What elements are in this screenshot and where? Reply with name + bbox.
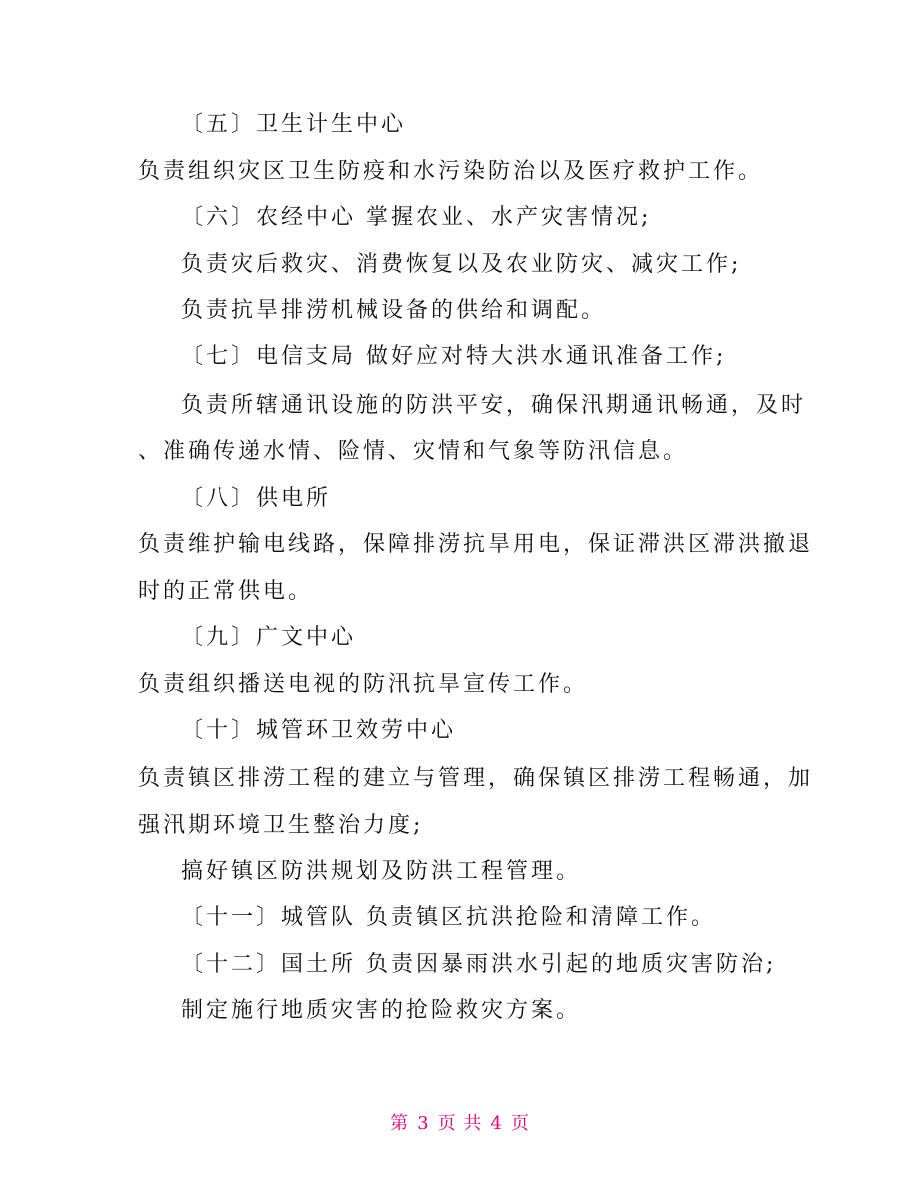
- section-heading-7: 〔七〕电信支局 做好应对特大洪水通讯准备工作;: [181, 344, 727, 369]
- paragraph-line: 搞好镇区防洪规划及防洪工程管理。: [181, 859, 582, 884]
- footer-suffix: 页: [510, 1113, 530, 1134]
- paragraph-line: 负责组织灾区卫生防疫和水污染防治以及医疗救护工作。: [138, 159, 764, 184]
- paragraph-line: 制定施行地质灾害的抢险救灾方案。: [181, 998, 582, 1023]
- section-heading-12: 〔十二〕国土所 负责因暴雨洪水引起的地质灾害防治;: [181, 952, 777, 977]
- section-heading-6: 〔六〕农经中心 掌握农业、水产灾害情况;: [181, 205, 652, 230]
- paragraph-line: 负责抗旱排涝机械设备的供给和调配。: [181, 298, 607, 323]
- paragraph-line: 负责所辖通讯设施的防洪平安，确保汛期通讯畅通，及时: [181, 393, 807, 418]
- section-heading-8: 〔八〕供电所: [181, 486, 332, 511]
- section-heading-5: 〔五〕卫生计生中心: [181, 112, 407, 137]
- footer-middle: 页 共: [437, 1113, 483, 1134]
- paragraph-line: 负责维护输电线路，保障排涝抗旱用电，保证滞洪区滞洪撤退: [138, 532, 814, 557]
- paragraph-line: 、准确传递水情、险情、灾情和气象等防汛信息。: [138, 439, 689, 464]
- footer-prefix: 第: [390, 1113, 410, 1134]
- section-heading-10: 〔十〕城管环卫效劳中心: [181, 718, 457, 743]
- footer-current-page: 3: [417, 1113, 430, 1134]
- section-heading-11: 〔十一〕城管队 负责镇区抗洪抢险和清障工作。: [181, 905, 716, 930]
- paragraph-line: 时的正常供电。: [138, 579, 314, 604]
- page-number-footer: [0, 1112, 920, 1136]
- section-heading-9: 〔九〕广文中心: [181, 625, 357, 650]
- paragraph-line: 负责镇区排涝工程的建立与管理，确保镇区排涝工程畅通，加: [138, 766, 814, 791]
- paragraph-line: 负责组织播送电视的防汛抗旱宣传工作。: [138, 672, 589, 697]
- paragraph-line: 负责灾后救灾、消费恢复以及农业防灾、减灾工作;: [181, 252, 742, 277]
- paragraph-line: 强汛期环境卫生整治力度;: [138, 813, 424, 838]
- footer-total-pages: 4: [490, 1113, 503, 1134]
